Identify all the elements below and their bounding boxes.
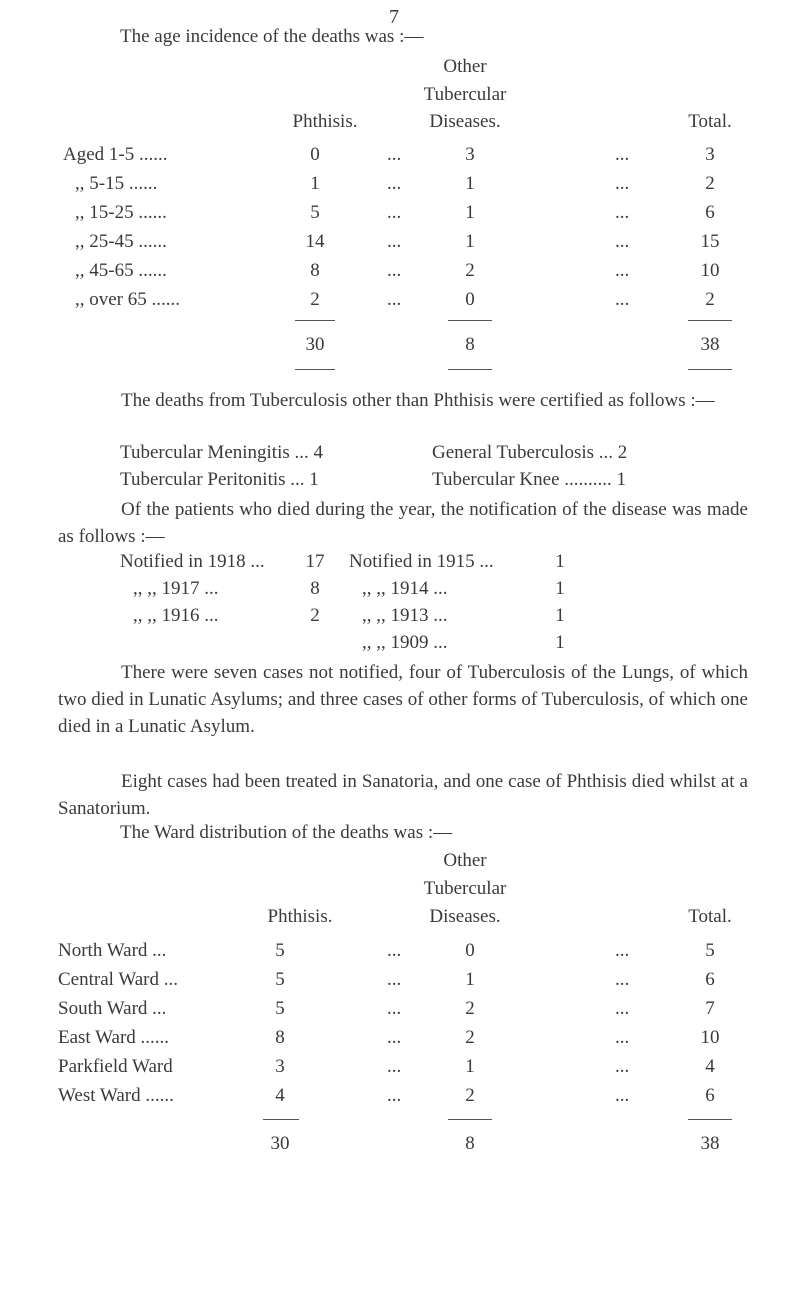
ward-header-other-3: Diseases. bbox=[429, 906, 501, 927]
other-cell: 0 bbox=[465, 940, 475, 961]
total-cell: 4 bbox=[705, 1056, 715, 1077]
row-label: ,, 5-15 ...... bbox=[75, 173, 158, 194]
dot-leader: ... bbox=[387, 1056, 402, 1077]
notified-label: ,, ,, 1914 ... bbox=[362, 578, 448, 599]
total-cell: 6 bbox=[705, 969, 715, 990]
phthisis-cell: 8 bbox=[310, 260, 320, 281]
notified-label: Notified in 1918 ... bbox=[120, 551, 265, 572]
phthisis-cell: 5 bbox=[310, 202, 320, 223]
notified-count: 8 bbox=[310, 578, 320, 599]
dot-leader: ... bbox=[615, 289, 630, 310]
notified-count: 2 bbox=[310, 605, 320, 626]
dot-leader: ... bbox=[615, 969, 630, 990]
notified-label: ,, ,, 1917 ... bbox=[133, 578, 219, 599]
age-header-total: Total. bbox=[688, 111, 732, 132]
phthisis-cell: 8 bbox=[275, 1027, 285, 1048]
sum-rule bbox=[448, 320, 492, 321]
row-label: North Ward ... bbox=[58, 940, 167, 961]
other-cell: 2 bbox=[465, 260, 475, 281]
ward-header-other-2: Tubercular bbox=[423, 878, 507, 899]
dot-leader: ... bbox=[387, 173, 402, 194]
dot-leader: ... bbox=[615, 1085, 630, 1106]
dot-leader: ... bbox=[387, 969, 402, 990]
other-cell: 2 bbox=[465, 1027, 475, 1048]
ward-total-phthisis: 30 bbox=[270, 1133, 290, 1154]
sum-rule bbox=[263, 1119, 299, 1120]
total-cell: 7 bbox=[705, 998, 715, 1019]
age-total-total: 38 bbox=[700, 334, 720, 355]
row-label: East Ward ...... bbox=[58, 1027, 170, 1048]
dot-leader: ... bbox=[387, 202, 402, 223]
row-label: Aged 1-5 ...... bbox=[63, 144, 168, 165]
ward-header-phthisis: Phthisis. bbox=[267, 906, 333, 927]
ward-header-total: Total. bbox=[688, 906, 732, 927]
other-cell: 0 bbox=[465, 289, 475, 310]
row-label: ,, 25-45 ...... bbox=[75, 231, 167, 252]
certified-item: Tubercular Knee .......... 1 bbox=[432, 469, 627, 490]
total-cell: 6 bbox=[705, 202, 715, 223]
dot-leader: ... bbox=[615, 144, 630, 165]
phthisis-cell: 0 bbox=[310, 144, 320, 165]
dot-leader: ... bbox=[615, 202, 630, 223]
dot-leader: ... bbox=[387, 144, 402, 165]
total-cell: 2 bbox=[705, 289, 715, 310]
total-cell: 5 bbox=[705, 940, 715, 961]
dot-leader: ... bbox=[387, 260, 402, 281]
phthisis-cell: 4 bbox=[275, 1085, 285, 1106]
sum-rule bbox=[448, 1119, 492, 1120]
certified-item: General Tuberculosis ... 2 bbox=[432, 442, 628, 463]
row-label: Central Ward ... bbox=[58, 969, 179, 990]
dot-leader: ... bbox=[615, 1056, 630, 1077]
not-notified-paragraph: There were seven cases not notified, four of Tuberculosis of the Lungs, of which two died in Lunatic Asylums; and three cases of other forms of Tuberculosis, of which one died in a Lunatic Asylum. bbox=[58, 662, 748, 737]
notified-label: ,, ,, 1909 ... bbox=[362, 632, 448, 653]
age-table-intro: The age incidence of the deaths was :— bbox=[120, 26, 424, 47]
row-label: South Ward ... bbox=[58, 998, 167, 1019]
other-cell: 2 bbox=[465, 1085, 475, 1106]
total-cell: 10 bbox=[700, 260, 720, 281]
ward-table-intro: The Ward distribution of the deaths was :— bbox=[120, 822, 453, 843]
page-number: 7 bbox=[389, 6, 399, 28]
other-cell: 1 bbox=[465, 231, 475, 252]
dot-leader: ... bbox=[387, 289, 402, 310]
dot-leader: ... bbox=[387, 998, 402, 1019]
row-label: West Ward ...... bbox=[58, 1085, 174, 1106]
row-label: ,, 15-25 ...... bbox=[75, 202, 167, 223]
other-cell: 2 bbox=[465, 998, 475, 1019]
notified-count: 1 bbox=[555, 578, 565, 599]
sanatoria-paragraph: Eight cases had been treated in Sanatoria, and one case of Phthisis died whilst at a Sanatorium. bbox=[58, 771, 748, 819]
other-cell: 1 bbox=[465, 202, 475, 223]
age-total-phthisis: 30 bbox=[305, 334, 325, 355]
age-header-other-3: Diseases. bbox=[429, 111, 501, 132]
other-cell: 1 bbox=[465, 173, 475, 194]
phthisis-cell: 14 bbox=[305, 231, 325, 252]
total-cell: 15 bbox=[700, 231, 720, 252]
phthisis-cell: 5 bbox=[275, 998, 285, 1019]
phthisis-cell: 3 bbox=[275, 1056, 285, 1077]
sum-rule bbox=[448, 369, 492, 370]
other-cell: 1 bbox=[465, 1056, 475, 1077]
total-cell: 2 bbox=[705, 173, 715, 194]
dot-leader: ... bbox=[615, 1027, 630, 1048]
sum-rule bbox=[295, 320, 335, 321]
dot-leader: ... bbox=[615, 940, 630, 961]
notified-label: ,, ,, 1916 ... bbox=[133, 605, 219, 626]
age-header-other-1: Other bbox=[443, 56, 487, 77]
certified-item: Tubercular Peritonitis ... 1 bbox=[120, 469, 319, 490]
row-label: ,, over 65 ...... bbox=[75, 289, 181, 310]
ward-header-other-1: Other bbox=[443, 850, 487, 871]
phthisis-cell: 5 bbox=[275, 969, 285, 990]
age-header-other-2: Tubercular bbox=[423, 84, 507, 105]
notified-count: 1 bbox=[555, 632, 565, 653]
sum-rule bbox=[688, 1119, 732, 1120]
ward-total-other: 8 bbox=[465, 1133, 475, 1154]
ward-total-total: 38 bbox=[700, 1133, 720, 1154]
total-cell: 10 bbox=[700, 1027, 720, 1048]
notified-label: ,, ,, 1913 ... bbox=[362, 605, 448, 626]
phthisis-cell: 1 bbox=[310, 173, 320, 194]
age-header-phthisis: Phthisis. bbox=[292, 111, 358, 132]
dot-leader: ... bbox=[387, 1085, 402, 1106]
total-cell: 3 bbox=[705, 144, 715, 165]
sum-rule bbox=[295, 369, 335, 370]
notification-paragraph: Of the patients who died during the year, the notification of the disease was made as follows :— bbox=[58, 499, 748, 547]
certified-paragraph: The deaths from Tuberculosis other than Phthisis were certified as follows :— bbox=[121, 390, 715, 411]
dot-leader: ... bbox=[387, 231, 402, 252]
age-total-other: 8 bbox=[465, 334, 475, 355]
notified-count: 1 bbox=[555, 605, 565, 626]
certified-item: Tubercular Meningitis ... 4 bbox=[120, 442, 324, 463]
notified-label: Notified in 1915 ... bbox=[349, 551, 494, 572]
notified-count: 1 bbox=[555, 551, 565, 572]
other-cell: 3 bbox=[465, 144, 475, 165]
phthisis-cell: 5 bbox=[275, 940, 285, 961]
row-label: Parkfield Ward bbox=[58, 1056, 173, 1077]
dot-leader: ... bbox=[387, 1027, 402, 1048]
notified-count: 17 bbox=[305, 551, 325, 572]
dot-leader: ... bbox=[615, 998, 630, 1019]
phthisis-cell: 2 bbox=[310, 289, 320, 310]
dot-leader: ... bbox=[387, 940, 402, 961]
dot-leader: ... bbox=[615, 231, 630, 252]
sum-rule bbox=[688, 369, 732, 370]
total-cell: 6 bbox=[705, 1085, 715, 1106]
other-cell: 1 bbox=[465, 969, 475, 990]
dot-leader: ... bbox=[615, 173, 630, 194]
sum-rule bbox=[688, 320, 732, 321]
row-label: ,, 45-65 ...... bbox=[75, 260, 167, 281]
dot-leader: ... bbox=[615, 260, 630, 281]
